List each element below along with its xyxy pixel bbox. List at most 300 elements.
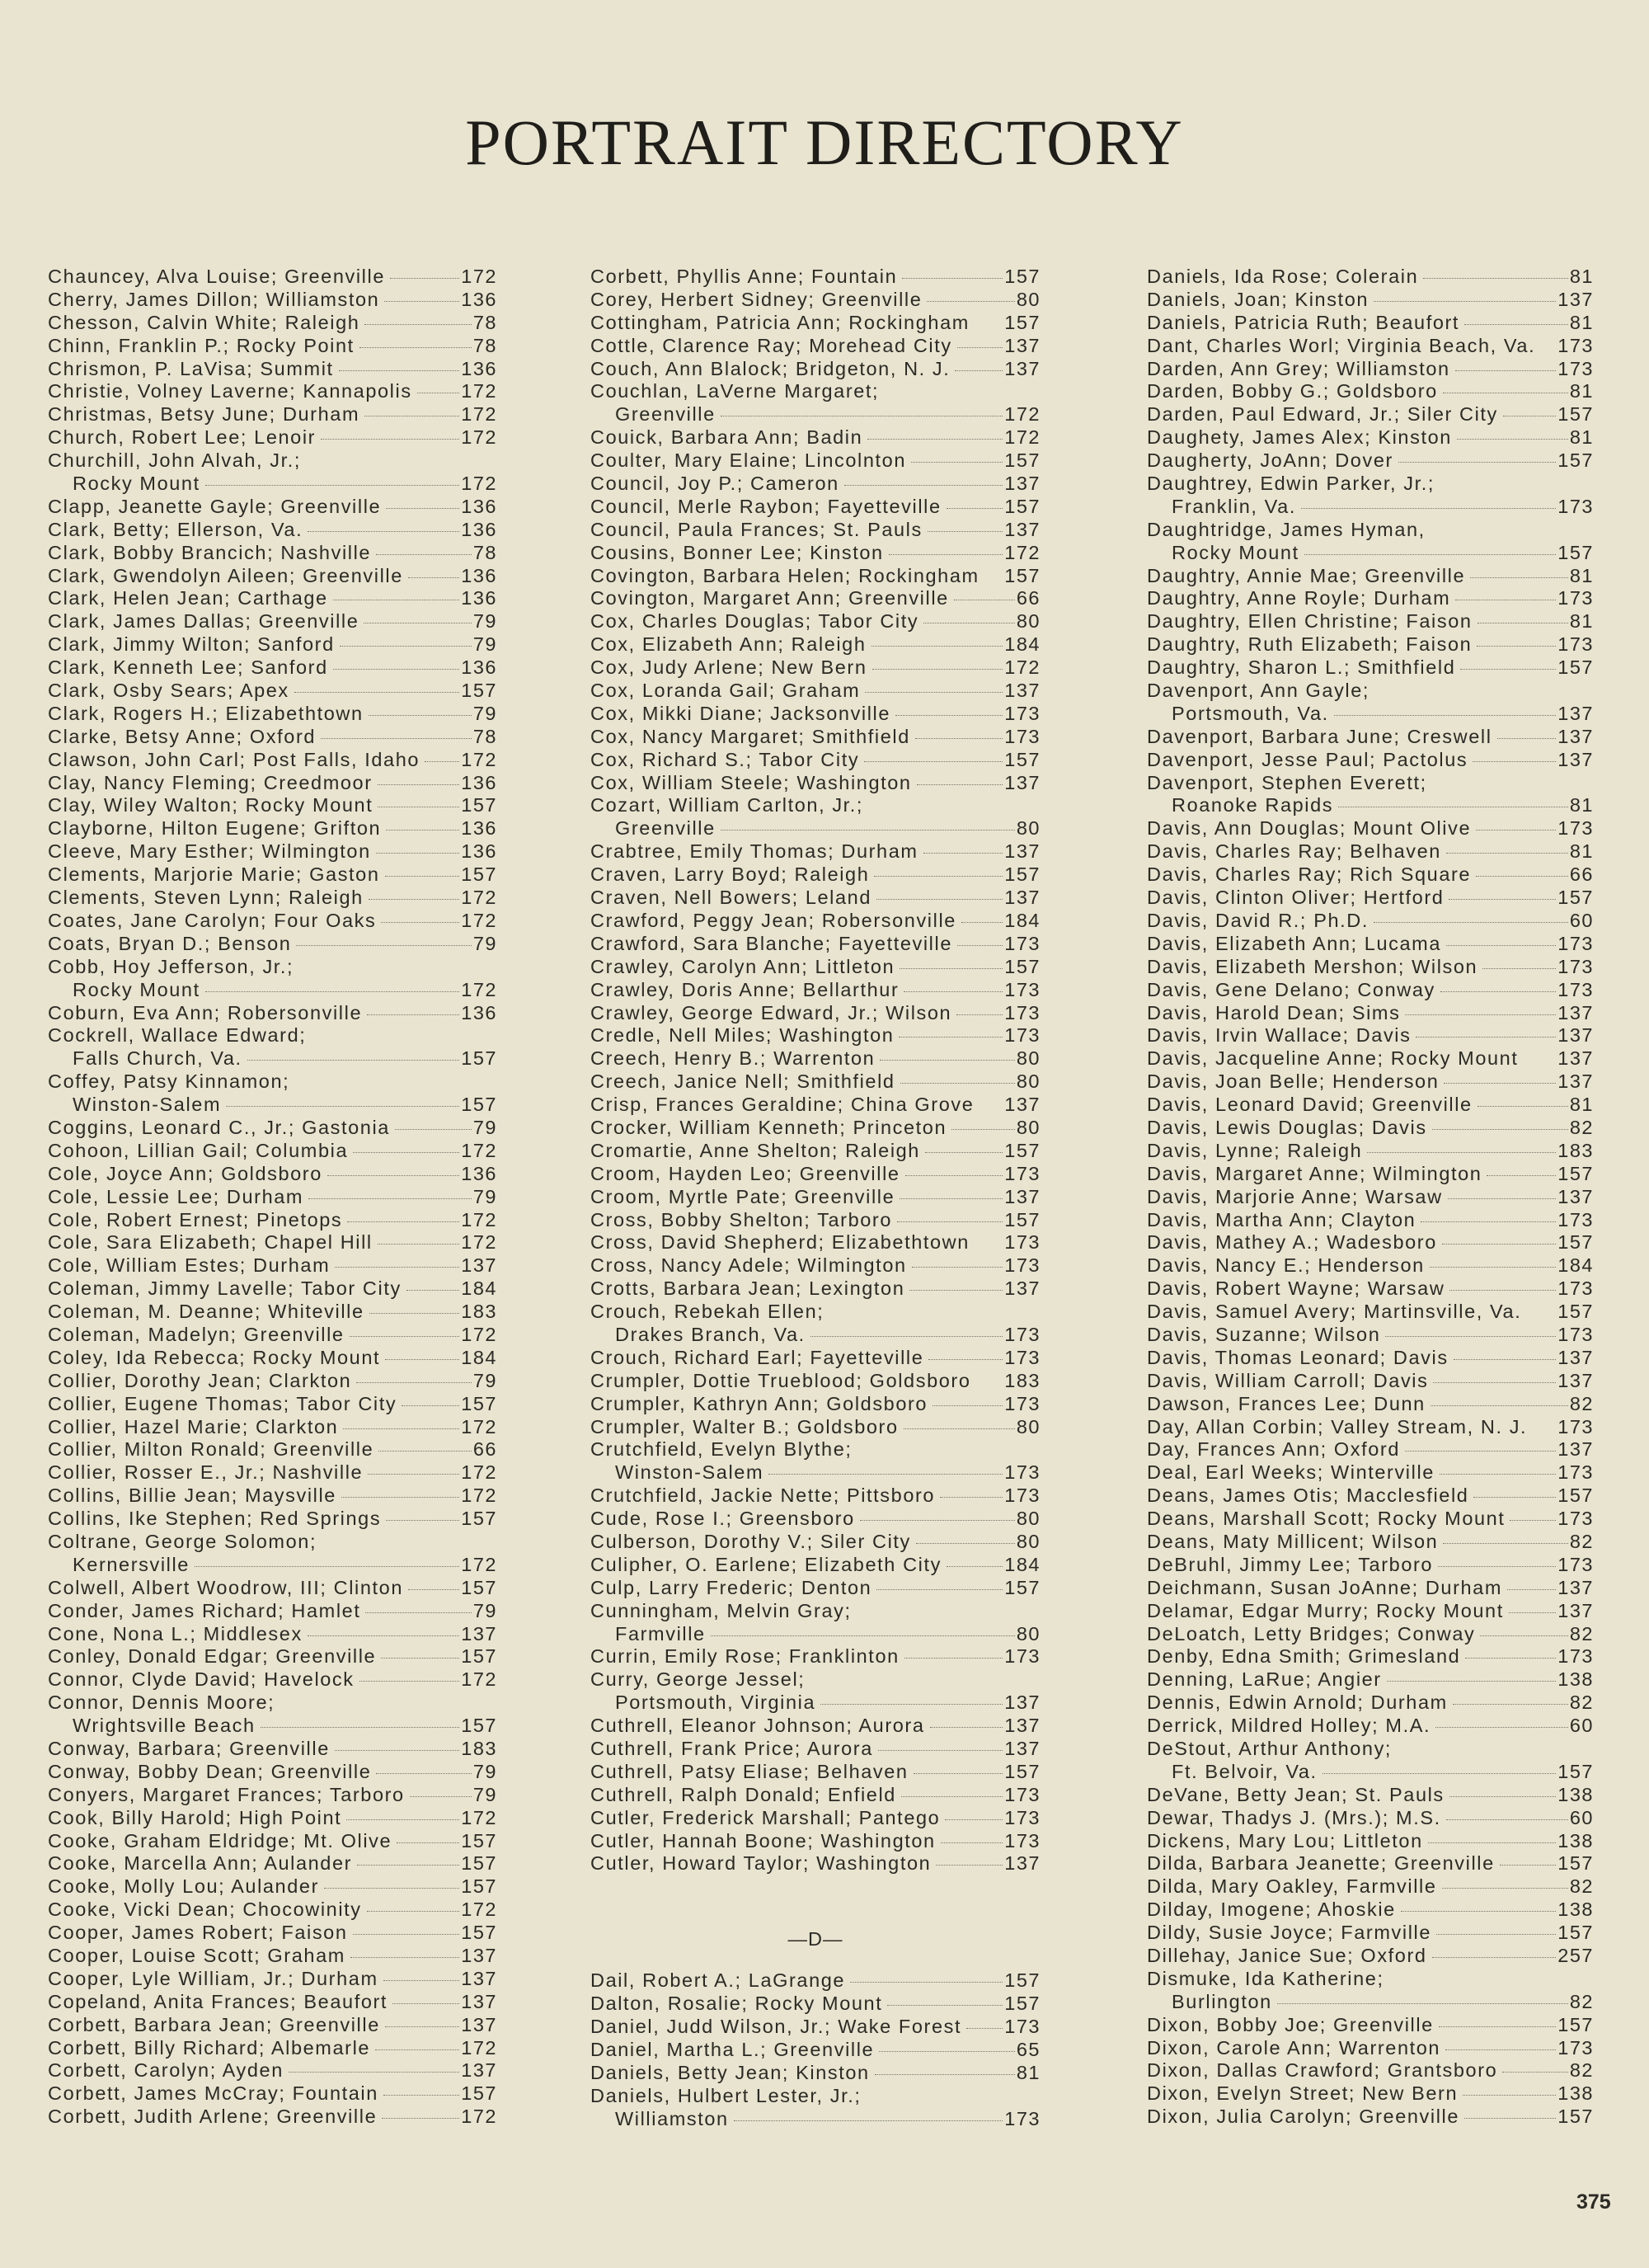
entry-hometown: Winston-Salem — [73, 1094, 222, 1116]
entry-line — [590, 610, 1041, 633]
entry-name-hometown: Davis, Margaret Anne; Wilmington — [1147, 1162, 1482, 1184]
entry-line — [1147, 2106, 1594, 2129]
directory-entry — [1147, 266, 1594, 289]
entry-name-hometown: Davis, Elizabeth Mershon; Wilson — [1147, 955, 1478, 977]
entry-name-hometown: Cude, Rose I.; Greensboro — [590, 1508, 855, 1530]
directory-entry — [590, 1070, 1041, 1094]
dot-leader — [860, 1520, 1015, 1521]
directory-entry — [590, 1024, 1041, 1047]
entry-name-hometown: Clark, Rogers H.; Elizabethtown — [48, 702, 364, 724]
entry-name-hometown: Dixon, Dallas Crawford; Grantsboro — [1147, 2059, 1498, 2082]
entry-name-hometown: Coburn, Eva Ann; Robersonville — [48, 1001, 363, 1023]
directory-entry — [1147, 910, 1594, 933]
entry-page-number: 137 — [1004, 357, 1041, 379]
entry-name-hometown: Crutchfield, Jackie Nette; Pittsboro — [590, 1485, 936, 1507]
entry-line — [590, 1416, 1041, 1439]
entry-line — [590, 1531, 1041, 1554]
dot-leader — [1428, 1842, 1557, 1843]
entry-line — [1147, 1899, 1594, 1922]
dot-leader — [956, 1014, 1003, 1015]
entry-name-hometown: Covington, Barbara Helen; Rockingham — [590, 564, 980, 586]
entry-name-hometown: Crawley, George Edward, Jr.; Wilson — [590, 1001, 952, 1023]
directory-entry — [1147, 1024, 1594, 1047]
entry-line — [1147, 817, 1594, 840]
entry-name-hometown: Crumpler, Walter B.; Goldsboro — [590, 1415, 899, 1437]
entry-name-hometown: Croom, Hayden Leo; Greenville — [590, 1162, 900, 1184]
entry-hometown: Franklin, Va. — [1172, 495, 1296, 517]
entry-page-number: 173 — [1557, 1208, 1594, 1230]
dot-leader — [385, 876, 460, 877]
entry-page-number: 183 — [1557, 1139, 1594, 1161]
directory-entry — [590, 1969, 1041, 1993]
directory-entry — [48, 1991, 497, 2014]
dot-leader — [378, 784, 460, 785]
dot-leader — [844, 485, 1003, 486]
dot-leader — [195, 1566, 459, 1567]
entry-line — [48, 1968, 497, 1991]
dot-leader — [911, 462, 1003, 463]
entry-page-number: 173 — [1004, 932, 1041, 954]
entry-page-number: 137 — [1004, 1692, 1041, 1714]
entry-page-number: 184 — [1004, 633, 1041, 656]
entry-name-hometown: Crotts, Barbara Jean; Lexington — [590, 1278, 905, 1300]
entry-name-hometown: DeVane, Betty Jean; St. Pauls — [1147, 1783, 1445, 1805]
entry-line — [48, 1945, 497, 1968]
dot-leader — [1401, 1911, 1556, 1912]
dot-leader — [1509, 1612, 1556, 1613]
directory-entry — [590, 335, 1041, 358]
entry-name-hometown: Dilday, Imogene; Ahoskie — [1147, 1899, 1396, 1921]
entry-name-hometown: Cox, Elizabeth Ann; Raleigh — [590, 633, 867, 656]
entry-line — [1147, 2059, 1594, 2082]
entry-line — [590, 910, 1041, 933]
dot-leader — [247, 1060, 460, 1061]
directory-entry — [590, 1347, 1041, 1370]
directory-entry — [48, 680, 497, 703]
entry-page-number: 137 — [1004, 1738, 1041, 1759]
entry-line — [590, 266, 1041, 289]
directory-entry — [1147, 863, 1594, 887]
entry-line — [1147, 1347, 1594, 1370]
entry-line — [590, 1163, 1041, 1186]
dot-leader — [1465, 1658, 1556, 1659]
entry-name-hometown: Cook, Billy Harold; High Point — [48, 1806, 342, 1828]
entry-name-hometown: Clark, Betty; Ellerson, Va. — [48, 518, 303, 540]
entry-hometown: Wrightsville Beach — [73, 1715, 256, 1737]
directory-entry — [48, 1140, 497, 1163]
entry-line — [590, 863, 1041, 887]
entry-line — [590, 1094, 1041, 1117]
entry-page-number: 173 — [1004, 1162, 1041, 1184]
entry-line — [48, 703, 497, 726]
entry-line — [1147, 1922, 1594, 1945]
entry-name-hometown: Davis, Joan Belle; Henderson — [1147, 1070, 1440, 1093]
entry-line — [1147, 863, 1594, 887]
entry-line — [48, 1347, 497, 1370]
entry-line — [590, 772, 1041, 795]
directory-entry — [48, 726, 497, 749]
entry-name-hometown: Davis, Lewis Douglas; Davis — [1147, 1116, 1427, 1138]
entry-line — [1147, 794, 1594, 817]
directory-entry — [1147, 1945, 1594, 1968]
dot-leader — [289, 2072, 459, 2073]
directory-entry — [590, 565, 1041, 588]
entry-name-hometown: Clayborne, Hilton Eugene; Grifton — [48, 817, 382, 840]
entry-page-number: 172 — [461, 1231, 497, 1254]
entry-name: Cobb, Hoy Jefferson, Jr.; — [48, 955, 294, 977]
directory-entry — [590, 749, 1041, 772]
dot-leader — [364, 324, 471, 325]
directory-entry — [1147, 610, 1594, 633]
entry-name-hometown: Cone, Nona L.; Middlesex — [48, 1622, 303, 1645]
entry-name-hometown: Cottingham, Patricia Ann; Rockingham — [590, 311, 970, 333]
entry-page-number: 157 — [1004, 1760, 1041, 1782]
entry-page-number: 79 — [472, 1185, 497, 1207]
entry-page-number: 82 — [1569, 1622, 1594, 1645]
entry-hometown: Kernersville — [73, 1553, 190, 1575]
dot-leader — [1500, 1865, 1557, 1866]
dot-leader — [923, 853, 1003, 854]
dot-leader — [402, 1405, 459, 1406]
entry-line — [1147, 312, 1594, 335]
entry-line — [590, 335, 1041, 358]
directory-entry — [590, 910, 1041, 933]
entry-name-hometown: Daniel, Martha L.; Greenville — [590, 2038, 875, 2060]
dot-leader — [1444, 1083, 1556, 1084]
entry-page-number: 173 — [1004, 1783, 1041, 1805]
entry-hometown: Winston-Salem — [615, 1461, 764, 1484]
directory-entry — [590, 449, 1041, 473]
entry-line — [48, 1117, 497, 1140]
directory-entry — [1147, 2082, 1594, 2106]
entry-page-number: 172 — [461, 978, 497, 1000]
dot-leader — [933, 1405, 1003, 1406]
entry-name-hometown: Crabtree, Emily Thomas; Durham — [590, 840, 918, 863]
entry-page-number: 65 — [1016, 2038, 1041, 2060]
directory-entry — [48, 266, 497, 289]
dot-leader — [368, 1474, 459, 1475]
entry-page-number: 137 — [1557, 1599, 1594, 1621]
entry-name-hometown: Davis, Leonard David; Greenville — [1147, 1094, 1473, 1116]
entry-line — [1147, 703, 1594, 726]
entry-line — [1147, 1830, 1594, 1853]
dot-leader — [957, 945, 1003, 946]
entry-page-number: 137 — [1004, 473, 1041, 495]
directory-entry — [1147, 956, 1594, 979]
entry-name-hometown: Covington, Margaret Ann; Greenville — [590, 587, 949, 609]
directory-entry — [48, 1899, 497, 1922]
entry-page-number: 173 — [1557, 1323, 1594, 1345]
entry-name-hometown: Currin, Emily Rose; Franklinton — [590, 1645, 900, 1668]
entry-name-hometown: Daniels, Patricia Ruth; Beaufort — [1147, 311, 1460, 333]
entry-page-number: 80 — [1016, 1415, 1041, 1437]
entry-name-hometown: Derrick, Mildred Holley; M.A. — [1147, 1715, 1431, 1737]
entry-name-hometown: Culberson, Dorothy V.; Siler City — [590, 1530, 911, 1552]
dot-leader — [865, 692, 1003, 693]
entry-name-hometown: Denning, LaRue; Angier — [1147, 1668, 1382, 1691]
entry-name-hometown: Corey, Herbert Sidney; Greenville — [590, 288, 923, 310]
entry-line — [590, 312, 1041, 335]
directory-entry — [48, 610, 497, 633]
entry-line — [48, 1807, 497, 1830]
directory-entry — [1147, 335, 1594, 358]
directory-entry — [1147, 1531, 1594, 1554]
entry-name-hometown: Coleman, Madelyn; Greenville — [48, 1323, 345, 1345]
entry-line — [48, 1623, 497, 1646]
entry-line — [590, 1024, 1041, 1047]
entry-page-number: 157 — [461, 1392, 497, 1414]
entry-line — [48, 2059, 497, 2082]
dot-leader — [1464, 324, 1568, 325]
entry-line — [590, 449, 1041, 473]
entry-line — [48, 680, 497, 703]
dot-leader — [378, 1451, 472, 1452]
entry-page-number: 173 — [1557, 1508, 1594, 1530]
entry-name: Daniels, Hulbert Lester, Jr.; — [590, 2084, 862, 2106]
entry-page-number: 137 — [461, 2013, 497, 2035]
dot-leader — [1473, 761, 1556, 762]
dot-leader — [382, 2118, 459, 2119]
entry-page-number: 157 — [1557, 1301, 1594, 1323]
entry-page-number: 157 — [1004, 955, 1041, 977]
entry-name-hometown: Chrismon, P. LaVisa; Summit — [48, 357, 334, 379]
dot-leader — [941, 1842, 1003, 1843]
entry-name-hometown: Cleeve, Mary Esther; Wilmington — [48, 840, 371, 863]
entry-name-hometown: Cole, Robert Ernest; Pinetops — [48, 1208, 343, 1230]
directory-entry — [590, 1393, 1041, 1416]
entry-page-number: 82 — [1569, 2059, 1594, 2082]
dot-leader — [966, 2028, 1003, 2029]
entry-line — [48, 312, 497, 335]
directory-entry — [48, 794, 497, 817]
entry-page-number: 183 — [461, 1301, 497, 1323]
entry-page-number: 82 — [1569, 1392, 1594, 1414]
entry-name: Coffey, Patsy Kinnamon; — [48, 1070, 290, 1093]
dot-leader — [1387, 1681, 1557, 1682]
entry-name-hometown: Daniel, Judd Wilson, Jr.; Wake Forest — [590, 2016, 962, 2038]
entry-line — [48, 1761, 497, 1784]
dot-leader — [947, 508, 1003, 509]
dot-leader — [889, 554, 1003, 555]
entry-page-number: 172 — [461, 2036, 497, 2059]
entry-line — [48, 1899, 497, 1922]
directory-entry — [590, 266, 1041, 289]
dot-leader — [734, 2120, 1003, 2121]
dot-leader — [1453, 1704, 1568, 1705]
dot-leader — [376, 554, 472, 555]
entry-line — [48, 794, 497, 817]
entry-name-hometown: Darden, Ann Grey; Williamston — [1147, 357, 1450, 379]
entry-name-hometown: Conway, Bobby Dean; Greenville — [48, 1760, 372, 1782]
entry-name-hometown: Denby, Edna Smith; Grimesland — [1147, 1645, 1461, 1668]
dot-leader — [383, 1980, 460, 1981]
directory-entry — [1147, 1002, 1594, 1025]
entry-page-number: 173 — [1557, 955, 1594, 977]
entry-line — [48, 496, 497, 519]
entry-line — [1147, 1531, 1594, 1554]
directory-entry — [1147, 1875, 1594, 1899]
dot-leader — [1438, 1566, 1556, 1567]
directory-entry — [590, 1668, 1041, 1715]
entry-name-hometown: Davis, Charles Ray; Rich Square — [1147, 863, 1472, 886]
entry-page-number: 81 — [1569, 564, 1594, 586]
entry-page-number: 157 — [1004, 564, 1041, 586]
dot-leader — [378, 1244, 460, 1245]
directory-entry — [590, 380, 1041, 426]
entry-name-hometown: Council, Merle Raybon; Fayetteville — [590, 495, 942, 517]
entry-page-number: 172 — [461, 887, 497, 909]
entry-page-number: 79 — [472, 1599, 497, 1621]
directory-entry — [1147, 1347, 1594, 1370]
entry-line — [1147, 266, 1594, 289]
entry-page-number: 173 — [1004, 702, 1041, 724]
entry-name-hometown: Davis, David R.; Ph.D. — [1147, 909, 1369, 931]
directory-entry — [1147, 1485, 1594, 1508]
entry-name-hometown: Cooke, Molly Lou; Aulander — [48, 1875, 319, 1898]
entry-name-hometown: Coley, Ida Rebecca; Rocky Mount — [48, 1346, 381, 1368]
entry-name-hometown: Culp, Larry Frederic; Denton — [590, 1576, 872, 1598]
entry-line — [48, 587, 497, 610]
entry-name-hometown: Daughtry, Sharon L.; Smithfield — [1147, 656, 1456, 679]
entry-name-hometown: Crisp, Frances Geraldine; China Grove — [590, 1094, 975, 1116]
entry-page-number: 138 — [1557, 1783, 1594, 1805]
entry-page-number: 137 — [1557, 1185, 1594, 1207]
entry-name-hometown: Cuthrell, Frank Price; Aurora — [590, 1738, 873, 1759]
entry-name-hometown: Creech, Janice Nell; Smithfield — [590, 1070, 895, 1093]
directory-entry — [1147, 1070, 1594, 1094]
entry-name-hometown: Daughtry, Annie Mae; Greenville — [1147, 564, 1466, 586]
entry-page-number: 137 — [461, 1622, 497, 1645]
directory-entry — [590, 1163, 1041, 1186]
directory-entry — [1147, 1830, 1594, 1853]
entry-page-number: 137 — [461, 2059, 497, 2082]
entry-page-number: 60 — [1569, 1715, 1594, 1737]
dot-leader — [872, 669, 1003, 670]
directory-entry — [590, 1508, 1041, 1531]
dot-leader — [333, 669, 460, 670]
entry-line — [590, 1324, 1041, 1347]
entry-page-number: 172 — [461, 2106, 497, 2128]
dot-leader — [899, 1037, 1003, 1038]
directory-entry — [590, 1761, 1041, 1784]
directory-entry — [48, 542, 497, 565]
entry-line — [590, 1301, 1041, 1324]
entry-page-number: 172 — [461, 1208, 497, 1230]
directory-entry — [590, 1231, 1041, 1254]
entry-line — [590, 426, 1041, 449]
entry-name-hometown: Davis, Mathey A.; Wadesboro — [1147, 1231, 1437, 1254]
entry-name-hometown: Day, Frances Ann; Oxford — [1147, 1438, 1401, 1461]
entry-name-hometown: Deans, James Otis; Macclesfield — [1147, 1485, 1469, 1507]
directory-entry — [590, 1002, 1041, 1025]
directory-entry — [48, 1024, 497, 1070]
entry-name-hometown: Cutler, Hannah Boone; Washington — [590, 1829, 936, 1852]
entry-name-hometown: Deal, Earl Weeks; Winterville — [1147, 1461, 1435, 1484]
entry-page-number: 172 — [461, 1668, 497, 1691]
entry-name: Cockrell, Wallace Edward; — [48, 1024, 307, 1047]
entry-line — [1147, 1324, 1594, 1347]
entry-name-hometown: Collier, Rosser E., Jr.; Nashville — [48, 1461, 364, 1484]
directory-entry — [1147, 1461, 1594, 1485]
entry-page-number: 82 — [1569, 1116, 1594, 1138]
entry-line — [590, 1600, 1041, 1623]
entry-page-number: 66 — [1569, 863, 1594, 886]
dot-leader — [905, 1175, 1003, 1176]
dot-leader — [341, 1497, 459, 1498]
dot-leader — [384, 301, 459, 302]
entry-page-number: 81 — [1569, 266, 1594, 287]
entry-line — [48, 1209, 497, 1232]
entry-page-number: 82 — [1569, 1530, 1594, 1552]
entry-line — [1147, 1875, 1594, 1899]
directory-entry — [48, 656, 497, 680]
entry-hometown: Ft. Belvoir, Va. — [1172, 1760, 1318, 1782]
entry-name-hometown: Conyers, Margaret Frances; Tarboro — [48, 1783, 405, 1805]
dot-leader — [1433, 1382, 1556, 1383]
dot-leader — [820, 1704, 1003, 1705]
dot-leader — [385, 1359, 459, 1360]
entry-name-hometown: Clark, James Dallas; Greenville — [48, 610, 359, 633]
entry-line — [590, 1393, 1041, 1416]
entry-page-number: 137 — [461, 1967, 497, 1989]
entry-line — [48, 1461, 497, 1485]
entry-page-number: 172 — [1004, 426, 1041, 449]
dot-leader — [408, 577, 459, 578]
entry-name-hometown: Council, Joy P.; Cameron — [590, 473, 839, 495]
directory-entry — [48, 1508, 497, 1531]
dot-leader — [205, 991, 460, 992]
entry-line — [48, 1875, 497, 1899]
entry-line — [1147, 542, 1594, 565]
entry-page-number: 157 — [1004, 1576, 1041, 1598]
entry-page-number: 137 — [1557, 702, 1594, 724]
entry-line — [48, 358, 497, 381]
entry-name-hometown: Davis, Thomas Leonard; Davis — [1147, 1346, 1449, 1368]
directory-entry — [48, 933, 497, 956]
entry-page-number: 136 — [461, 495, 497, 517]
directory-entry — [590, 1209, 1041, 1232]
directory-entry — [590, 1645, 1041, 1668]
page-title: PORTRAIT DIRECTORY — [465, 106, 1184, 178]
entry-name-hometown: Cutler, Howard Taylor; Washington — [590, 1852, 932, 1875]
entry-hometown: Portsmouth, Virginia — [615, 1692, 816, 1714]
entry-name-hometown: Corbett, Phyllis Anne; Fountain — [590, 266, 898, 287]
dot-leader — [810, 1336, 1003, 1337]
dot-leader — [927, 301, 1014, 302]
entry-line — [590, 2039, 1041, 2062]
entry-page-number: 173 — [1004, 1001, 1041, 1023]
entry-page-number: 173 — [1004, 1346, 1041, 1368]
entry-name-hometown: Daughtry, Anne Royle; Durham — [1147, 587, 1451, 609]
entry-page-number: 137 — [1557, 288, 1594, 310]
dot-leader — [410, 1796, 472, 1797]
directory-entry — [1147, 1692, 1594, 1715]
entry-line — [1147, 1508, 1594, 1531]
entry-page-number: 173 — [1557, 1553, 1594, 1575]
entry-line — [48, 1645, 497, 1668]
entry-page-number: 184 — [1004, 1553, 1041, 1575]
directory-entry — [48, 1393, 497, 1416]
entry-page-number: 157 — [1004, 1993, 1041, 2015]
entry-line — [590, 1715, 1041, 1738]
entry-name-hometown: Corbett, Barbara Jean; Greenville — [48, 2013, 380, 2035]
dot-leader — [940, 1497, 1003, 1498]
entry-name-hometown: Davis, Nancy E.; Henderson — [1147, 1254, 1425, 1277]
entry-line — [590, 1047, 1041, 1070]
entry-page-number: 157 — [461, 680, 497, 702]
entry-name-hometown: Davis, Harold Dean; Sims — [1147, 1001, 1401, 1023]
entry-name-hometown: Corbett, Billy Richard; Albemarle — [48, 2036, 371, 2059]
